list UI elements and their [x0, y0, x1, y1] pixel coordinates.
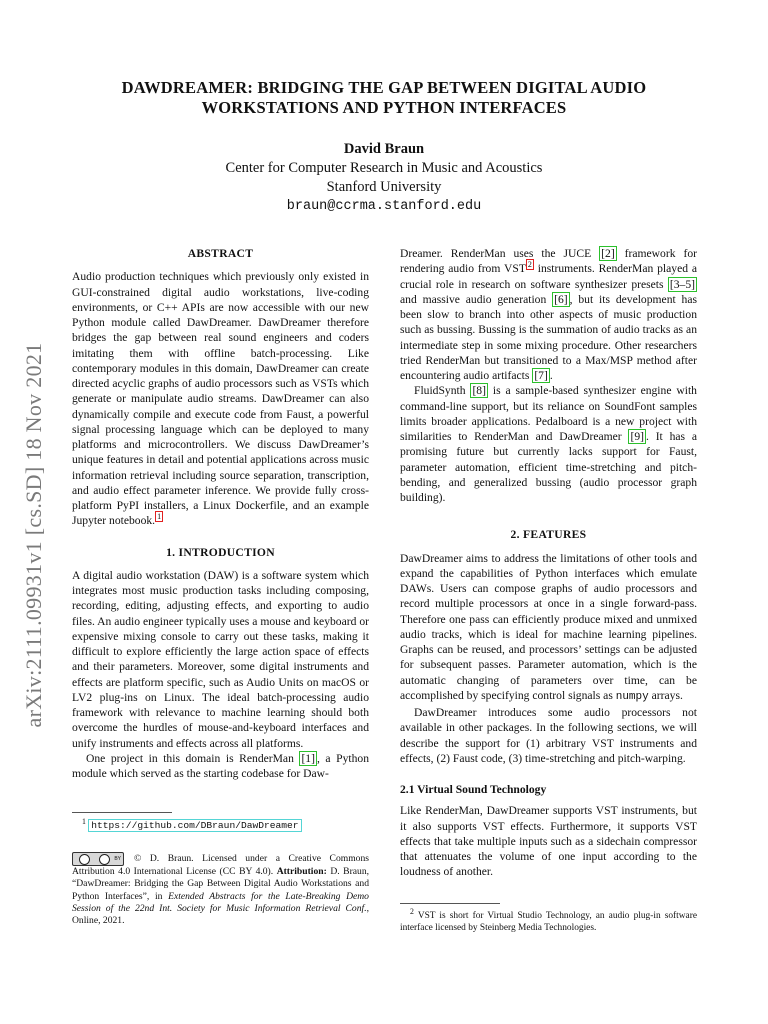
text-span: instruments. RenderMan played a crucial role in research on software synthesizer presets: [400, 262, 698, 291]
right-column: [400, 246, 697, 880]
author-block: [60, 140, 708, 216]
license-text-1: © D. Braun. Licensed under a Creative Commons Attribution 4.0 International License (CC BY 4.0).: [72, 853, 369, 877]
paper-title: [60, 78, 708, 118]
cc-by-badge-icon[interactable]: [72, 852, 124, 866]
arxiv-identifier: arXiv:2111.09931v1 [cs.SD] 18 Nov 2021: [21, 342, 46, 728]
arxiv-sidebar: [14, 300, 54, 770]
features-paragraph-3: Like RenderMan, DawDreamer supports VST instruments, but it also supports VST effects. Furthermore, it supports VST effects that take multiple inputs such as a sidechain compressor that attenuates the volume of one input according to the loudness of another.: [400, 804, 697, 879]
license-venue: Extended Abstracts for the Late-Breaking Demo Session of the 22nd Int. Society for Music Information Retrieval Conf.: [72, 890, 369, 914]
author-email[interactable]: braun@ccrma.stanford.edu: [286, 199, 482, 214]
left-column: [72, 246, 369, 781]
features-paragraph-1: [400, 551, 697, 706]
citation-1[interactable]: [1]: [301, 751, 315, 765]
text-span: Dreamer. RenderMan uses the JUCE: [400, 247, 600, 260]
text-span: framework for rendering audio from VST: [400, 247, 697, 276]
features-heading: 2. FEATURES: [510, 528, 587, 542]
author-name: David Braun: [343, 141, 425, 157]
license-text-3: , Online, 2021.: [72, 902, 369, 927]
citation-6[interactable]: [6]: [554, 292, 568, 306]
footnote-2-mark: 2: [410, 907, 414, 916]
footnote-2-text: VST is short for Virtual Studio Technology, an audio plug-in software interface licensed by Steinberg Media Technologies.: [400, 911, 697, 934]
text-span: FluidSynth: [414, 384, 471, 398]
numpy-code: numpy: [615, 690, 649, 703]
text-span: is a sample-based synthesizer engine with command-line support, but its reliance on SoundFont samples limits broader applications. Pedalboard is a new project with similarities to RenderMan and DawDreamer: [400, 384, 697, 443]
title-line-2: WORKSTATIONS AND PYTHON INTERFACES: [201, 98, 567, 117]
footnote-1-link[interactable]: 1: [157, 512, 162, 522]
author-affiliation-1: Center for Computer Research in Music and Acoustics: [225, 160, 543, 176]
intro-p2-text-end: , a Python module which served as the starting codebase for Daw-: [72, 751, 369, 780]
features-paragraph-2: DawDreamer introduces some audio processors not available in other packages. In the following sections, we will describe the support for (1) arbitrary VST instruments and effects, (2) Faust code, (3) time-stretching and pitch-warping.: [400, 706, 697, 765]
title-line-1: DAWDREAMER: BRIDGING THE GAP BETWEEN DIGITAL AUDIO: [121, 78, 647, 97]
footnote-2-link[interactable]: 2: [527, 260, 532, 270]
citation-8[interactable]: [8]: [472, 384, 486, 398]
intro-heading: 1. INTRODUCTION: [166, 545, 275, 559]
cc-badge-text: BY: [114, 855, 121, 862]
footnote-1-mark: 1: [82, 817, 86, 826]
text-span: , but its development has been slow to branch into other aspects of music production such as bussing. Bussing is the summation of audio tracks as an intermediate step in some mixing procedure. Other researchers tried RenderMan but transitioned to a Max/MSP method after encountering audio artifacts: [400, 292, 697, 382]
github-url-link[interactable]: https://github.com/DBraun/DawDreamer: [88, 819, 301, 832]
author-affiliation-2: Stanford University: [326, 179, 442, 195]
text-span: and massive audio generation: [400, 292, 553, 306]
footnote-2: [400, 906, 697, 934]
license-block: [72, 852, 369, 927]
footnote-rule-right: [400, 903, 500, 904]
text-span: DawDreamer aims to address the limitations of other tools and expand the capabilities of Python interfaces which emulate DAWs. Users can compose graphs of audio processors and record multiple processors at once in a single forward-pass. Therefore one pass can efficiently produce mixed and unmixed audio tracks, which is ideal for machine learning pipelines. Graphs can be reused, and processors’ settings can be adjusted for subsequent passes. Parameter automation, which is the automatic changing of parameters over time, can be accomplished by specifying control signals as: [400, 551, 697, 702]
intro-paragraph-2: [72, 751, 369, 782]
text-span: arrays.: [648, 688, 683, 702]
text-span: .: [549, 369, 553, 382]
vst-subheading: 2.1 Virtual Sound Technology: [400, 783, 547, 796]
abstract-text: [72, 269, 369, 528]
citation-2[interactable]: [2]: [601, 247, 615, 260]
abstract-body: Audio production techniques which previously only existed in GUI-constrained digital audio workstations, live-coding environments, or C++ APIs are now accessible with our new Python module called DawDreamer. DawDreamer therefore bridges the gap between real sound engineers and coders imitating them with offline batch-processing. Like contemporary modules in this domain, DawDreamer can create directed acyclic graphs of audio processors such as VSTs which generate or manipulate audio streams. DawDreamer can also dynamically compile and execute code from Faust, a powerful signal processing language which can be deployed to many platforms and microcontrollers. We discuss DawDreamer’s unique features in detail and potential applications across music information retrieval including source separation, transcription, and audio effect parameter inference. We provide fully cross-platform PyPI installers, a Linux Dockerfile, and an example Jupyter notebook.: [72, 270, 369, 528]
citation-7[interactable]: [7]: [534, 369, 548, 382]
intro-paragraph-4: [400, 383, 697, 505]
footnote-rule-left: [72, 812, 172, 813]
text-span: . It has a promising future but currently lacks support for Faust, parameter automation, efficient time-stretching and pitch-bending, and generalized bussing (audio processor graph building).: [400, 430, 697, 504]
license-text-2: D. Braun, “DawDreamer: Bridging the Gap Between Digital Audio Workstations and Python Interfaces”, in: [72, 866, 370, 902]
citation-9[interactable]: [9]: [630, 430, 644, 443]
abstract-heading: ABSTRACT: [187, 247, 254, 260]
footnote-1: [82, 816, 369, 832]
intro-paragraph-1: A digital audio workstation (DAW) is a software system which integrates most music production tasks including composing, recording, editing, adjusting effects, and exporting to audio files. An audio engineer typically uses a mouse and keyboard or expensive mixing console to carry out these tasks, making it difficult to explore efficiently the large action space of effects and their parameters. Moreover, some digital instruments and effects are platform specific, such as Audio Units on macOS or LV2 plug-ins on Linux. The ideal batch-processing audio framework with relevance to machine learning should both overcome the hurdles of mouse-and-keyboard interfaces and unify instruments and effects across all platforms.: [72, 568, 369, 750]
license-attribution-label: Attribution:: [276, 866, 327, 877]
intro-paragraph-3: [400, 246, 697, 383]
intro-p2-text: One project in this domain is RenderMan: [86, 751, 300, 765]
citation-3-5[interactable]: [3–5]: [669, 277, 695, 291]
